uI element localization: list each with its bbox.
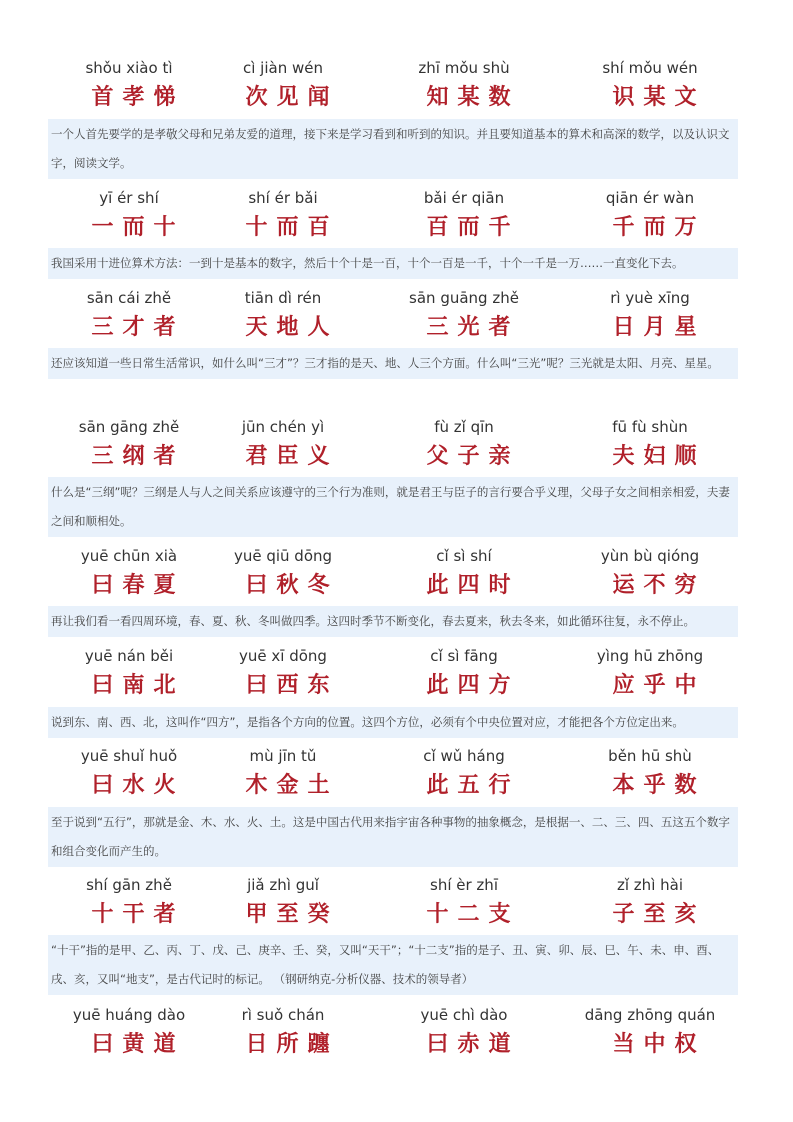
- hanzi-row: [0, 83, 793, 113]
- hanzi-phrase: 此四时: [426, 573, 520, 598]
- hanzi-phrase: 曰西东: [245, 673, 339, 698]
- pinyin-text: jūn chén yì: [241, 418, 325, 436]
- pinyin-text: sān guāng zhě: [409, 289, 519, 307]
- hanzi-phrase: 本乎数: [612, 773, 706, 798]
- pinyin-row: [0, 412, 793, 442]
- explanation-text: 什么是“三纲”呢？三纲是人与人之间关系应该遵守的三个行为准则，就是君王与臣子的言行要合乎义理，父母子女之间相亲相爱，夫妻之间和顺相处。: [48, 477, 738, 537]
- hanzi-phrase: 木金土: [245, 773, 339, 798]
- pinyin-text: qiān ér wàn: [605, 189, 695, 207]
- pinyin-text: bǎi ér qiān: [423, 189, 505, 207]
- hanzi-row: [0, 442, 793, 472]
- explanation-text: 至于说到“五行”，那就是金、木、水、火、土。这是中国古代用来指宇宙各种事物的抽象概念，是根据一、二、三、四、五这五个数字和组合变化而产生的。: [48, 807, 738, 867]
- hanzi-phrase: 首孝悌: [91, 85, 185, 110]
- explanation-text: 我国采用十进位算术方法：一到十是基本的数字，然后十个十是一百，十个一百是一千，十个一千是一万……一直变化下去。: [48, 248, 738, 279]
- hanzi-phrase: 曰赤道: [426, 1032, 520, 1057]
- pinyin-row: [0, 870, 793, 900]
- pinyin-row: [0, 1000, 793, 1030]
- hanzi-phrase: 曰春夏: [91, 573, 185, 598]
- pinyin-text: běn hū shù: [608, 747, 692, 765]
- hanzi-phrase: 日所躔: [245, 1032, 339, 1057]
- pinyin-text: yuē nán běi: [84, 647, 174, 665]
- pinyin-text: sān gāng zhě: [78, 418, 180, 436]
- hanzi-phrase: 曰南北: [91, 673, 185, 698]
- pinyin-text: yuē chūn xià: [80, 547, 178, 565]
- hanzi-phrase: 千而万: [612, 215, 706, 240]
- hanzi-row: [0, 213, 793, 243]
- pinyin-text: jiǎ zhì guǐ: [247, 876, 319, 894]
- hanzi-phrase: 一而十: [91, 215, 185, 240]
- pinyin-text: yùn bù qióng: [600, 547, 700, 565]
- verse-section: [0, 870, 793, 986]
- explanation-text: 再让我们看一看四周环境，春、夏、秋、冬叫做四季。这四时季节不断变化，春去夏来，秋去冬来，如此循环往复，永不停止。: [48, 606, 738, 637]
- hanzi-phrase: 十干者: [91, 902, 185, 927]
- pinyin-row: [0, 641, 793, 671]
- pinyin-text: rì suǒ chán: [241, 1006, 325, 1024]
- pinyin-text: cǐ wǔ háng: [423, 747, 505, 765]
- pinyin-text: rì yuè xīng: [610, 289, 690, 307]
- verse-section: [0, 541, 793, 628]
- verse-section: [0, 641, 793, 729]
- hanzi-phrase: 君臣义: [245, 444, 339, 469]
- pinyin-text: sān cái zhě: [86, 289, 172, 307]
- hanzi-row: [0, 571, 793, 601]
- hanzi-phrase: 知某数: [426, 85, 520, 110]
- hanzi-phrase: 父子亲: [426, 444, 520, 469]
- verse-section: [0, 283, 793, 370]
- pinyin-text: cǐ sì shí: [436, 547, 492, 565]
- hanzi-row: [0, 771, 793, 801]
- hanzi-row: [0, 900, 793, 930]
- pinyin-row: [0, 53, 793, 83]
- pinyin-text: cì jiàn wén: [243, 59, 323, 77]
- verse-section: [0, 53, 793, 170]
- pinyin-text: fù zǐ qīn: [434, 418, 494, 436]
- pinyin-row: [0, 283, 793, 313]
- pinyin-text: shí ér bǎi: [248, 189, 318, 207]
- verse-section: [0, 412, 793, 528]
- hanzi-phrase: 曰黄道: [91, 1032, 185, 1057]
- hanzi-phrase: 曰秋冬: [245, 573, 339, 598]
- hanzi-phrase: 日月星: [612, 315, 706, 340]
- hanzi-phrase: 十二支: [426, 902, 520, 927]
- explanation-text: “十干”指的是甲、乙、丙、丁、戊、己、庚辛、壬、癸，又叫“天干”；“十二支”指的是子、丑、寅、卯、辰、巳、午、未、申、酉、戌、亥，又叫“地支”，是古代记时的标记。 （钢研纳克-分析仪器、技术的领导者）: [48, 935, 738, 995]
- pinyin-row: [0, 741, 793, 771]
- hanzi-phrase: 运不穷: [612, 573, 706, 598]
- hanzi-phrase: 夫妇顺: [612, 444, 706, 469]
- pinyin-row: [0, 183, 793, 213]
- pinyin-text: yuē xī dōng: [239, 647, 327, 665]
- pinyin-text: zǐ zhì hài: [617, 876, 683, 894]
- hanzi-phrase: 当中权: [612, 1032, 706, 1057]
- pinyin-text: yuē qiū dōng: [233, 547, 333, 565]
- explanation-text: 说到东、南、西、北，这叫作“四方”，是指各个方向的位置。这四个方位，必须有个中央位置对应，才能把各个方位定出来。: [48, 707, 738, 738]
- hanzi-phrase: 三才者: [91, 315, 185, 340]
- pinyin-text: shí gān zhě: [86, 876, 172, 894]
- verse-section: [0, 183, 793, 270]
- hanzi-row: [0, 1030, 793, 1060]
- hanzi-phrase: 应乎中: [612, 673, 706, 698]
- hanzi-phrase: 三光者: [426, 315, 520, 340]
- verse-section: [0, 741, 793, 858]
- hanzi-phrase: 次见闻: [245, 85, 339, 110]
- verse-section: [0, 1000, 793, 1060]
- pinyin-text: dāng zhōng quán: [584, 1006, 716, 1024]
- pinyin-text: zhī mǒu shù: [418, 59, 510, 77]
- pinyin-text: yī ér shí: [99, 189, 159, 207]
- hanzi-phrase: 曰水火: [91, 773, 185, 798]
- hanzi-phrase: 十而百: [245, 215, 339, 240]
- hanzi-phrase: 三纲者: [91, 444, 185, 469]
- hanzi-phrase: 此五行: [426, 773, 520, 798]
- hanzi-phrase: 此四方: [426, 673, 520, 698]
- pinyin-text: cǐ sì fāng: [430, 647, 498, 665]
- pinyin-text: mù jīn tǔ: [249, 747, 317, 765]
- hanzi-phrase: 天地人: [245, 315, 339, 340]
- hanzi-phrase: 甲至癸: [245, 902, 339, 927]
- pinyin-text: yuē huáng dào: [72, 1006, 186, 1024]
- pinyin-text: tiān dì rén: [244, 289, 322, 307]
- pinyin-text: shí mǒu wén: [602, 59, 698, 77]
- hanzi-phrase: 子至亥: [612, 902, 706, 927]
- pinyin-row: [0, 541, 793, 571]
- explanation-text: 还应该知道一些日常生活常识，如什么叫“三才”？三才指的是天、地、人三个方面。什么叫“三光”呢？三光就是太阳、月亮、星星。: [48, 348, 738, 379]
- pinyin-text: shí èr zhī: [430, 876, 498, 894]
- hanzi-phrase: 百而千: [426, 215, 520, 240]
- pinyin-text: yuē chì dào: [420, 1006, 508, 1024]
- pinyin-text: yìng hū zhōng: [596, 647, 704, 665]
- pinyin-text: yuē shuǐ huǒ: [80, 747, 178, 765]
- hanzi-phrase: 识某文: [612, 85, 706, 110]
- hanzi-row: [0, 671, 793, 701]
- hanzi-row: [0, 313, 793, 343]
- pinyin-text: shǒu xiào tì: [85, 59, 173, 77]
- pinyin-text: fū fù shùn: [612, 418, 688, 436]
- explanation-text: 一个人首先要学的是孝敬父母和兄弟友爱的道理，接下来是学习看到和听到的知识。并且要知道基本的算术和高深的数学，以及认识文字，阅读文学。: [48, 119, 738, 179]
